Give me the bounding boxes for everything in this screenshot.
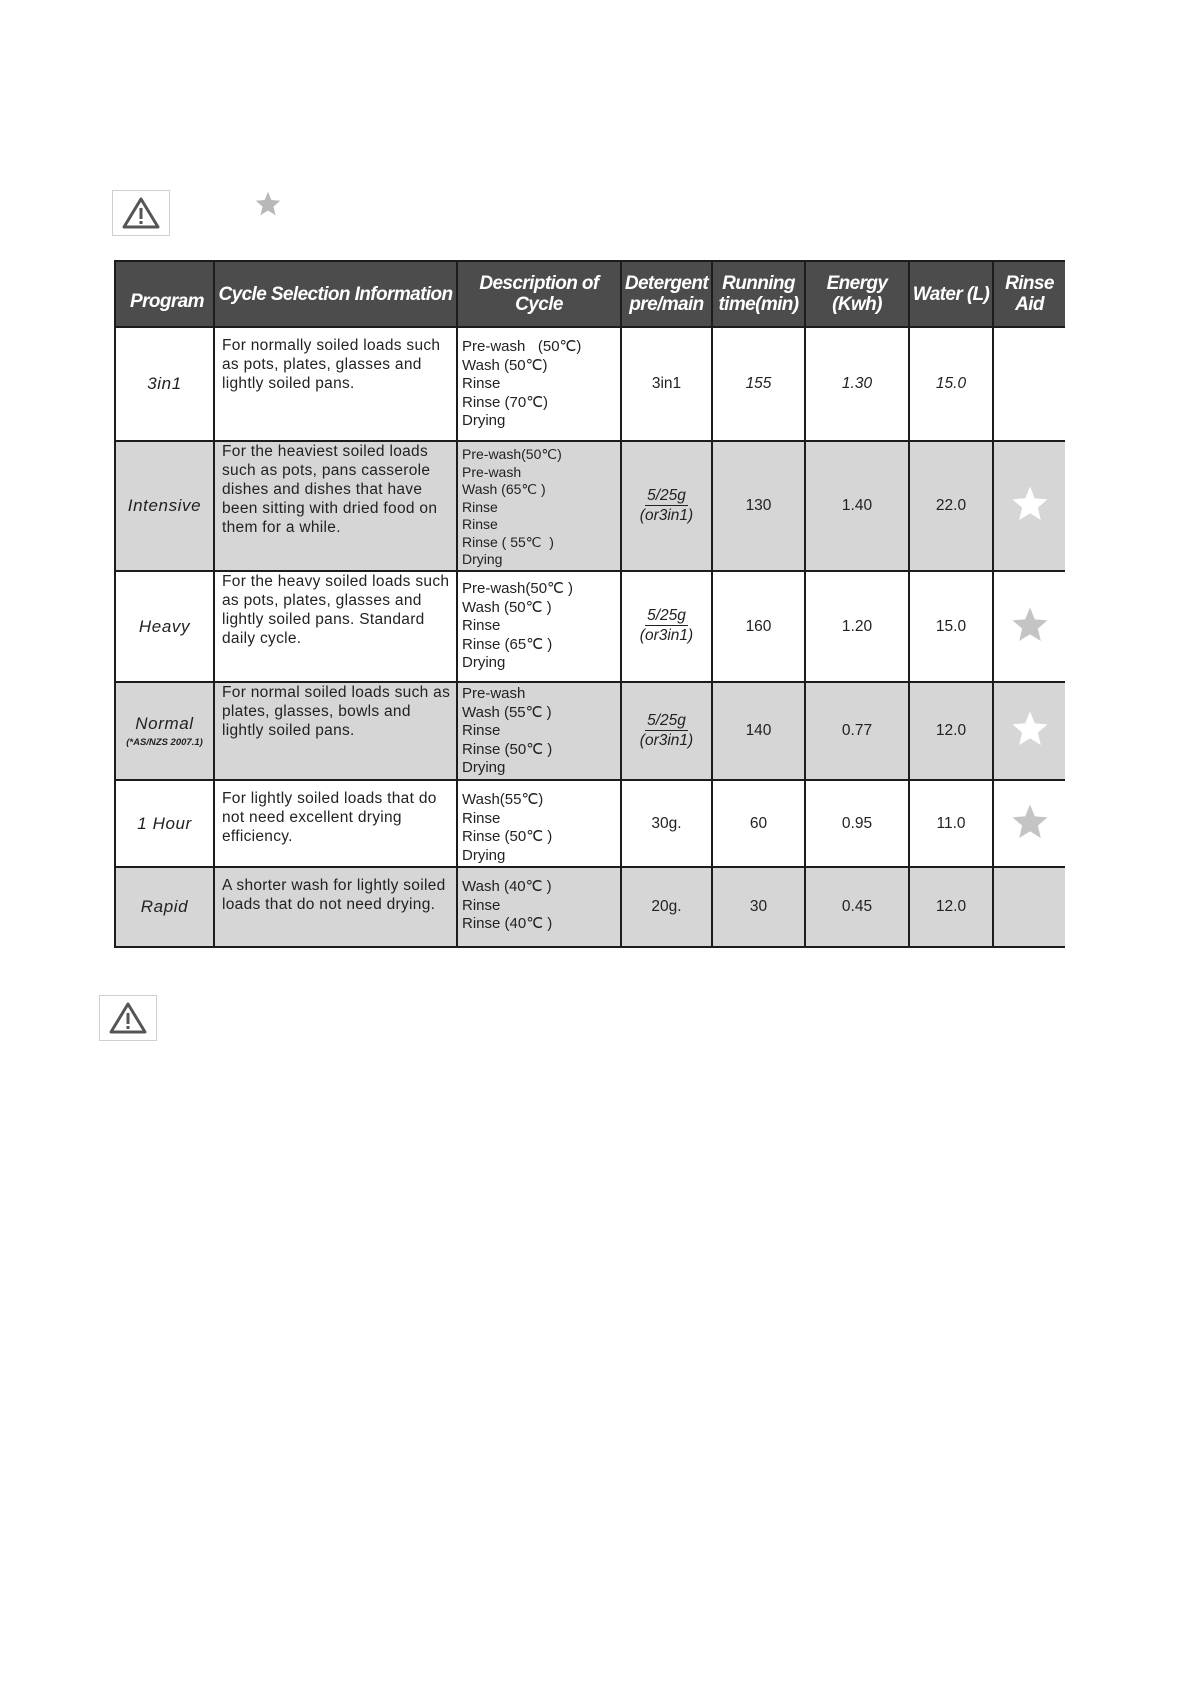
cycle-step: Wash(55℃)	[462, 791, 544, 808]
cycle-step: Drying	[462, 846, 506, 864]
program-name: Normal	[135, 714, 194, 733]
table-row	[115, 682, 1065, 780]
header-rinse-aid: Rinse Aid	[993, 261, 1065, 327]
detergent-cell	[621, 780, 712, 867]
water-cell	[909, 867, 993, 947]
cycle-description-cell	[457, 682, 621, 780]
cycle-step: Drying	[462, 654, 506, 671]
detergent-cell	[621, 327, 712, 441]
table-row	[115, 780, 1065, 867]
header-energy: Energy (Kwh)	[805, 261, 909, 327]
cycle-info-cell	[214, 571, 457, 682]
star-icon	[1010, 484, 1050, 524]
cycle-description-cell	[457, 780, 621, 867]
water-value: 22.0	[935, 497, 967, 514]
cycle-info-text: For the heavy soiled loads such as pots, plates, glasses and lightly soiled pans. Standard daily cycle.	[222, 573, 450, 647]
program-name-cell	[115, 682, 214, 780]
program-name-cell	[115, 327, 214, 441]
water-cell	[909, 780, 993, 867]
program-name-cell	[115, 571, 214, 682]
cycle-step: Rinse	[462, 809, 501, 827]
warning-triangle-icon	[121, 196, 161, 230]
detergent-alternative: (or3in1)	[639, 627, 694, 644]
cycle-info-cell	[214, 867, 457, 947]
water-cell	[909, 441, 993, 571]
header-water: Water (L)	[909, 261, 993, 327]
cycle-step: Rinse (50℃ )	[462, 740, 553, 758]
cycle-description-cell	[457, 571, 621, 682]
cycle-step: Pre-wash(50℃ )	[462, 580, 574, 597]
detergent-cell	[621, 441, 712, 571]
program-name: 3in1	[147, 374, 182, 393]
rinse-aid-cell	[993, 441, 1065, 571]
energy-value: 1.30	[841, 375, 873, 392]
water-cell	[909, 682, 993, 780]
cycle-step: Drying	[462, 551, 503, 567]
energy-value: 0.95	[841, 814, 873, 832]
rinse-aid-cell	[993, 682, 1065, 780]
rinse-aid-cell	[993, 780, 1065, 867]
cycle-step: Rinse (40℃ )	[462, 915, 553, 932]
energy-cell	[805, 327, 909, 441]
cycle-step: Rinse (50℃ )	[462, 828, 553, 845]
program-name: 1 Hour	[137, 813, 192, 833]
cycle-info-cell	[214, 327, 457, 441]
running-time-value: 140	[745, 722, 772, 739]
cycle-info-text: For lightly soiled loads that do not need excellent drying efficiency.	[222, 790, 437, 845]
energy-value: 0.77	[841, 722, 873, 739]
cycle-step: Drying	[462, 412, 506, 429]
header-detergent: Detergent pre/main	[621, 261, 712, 327]
header-program: Program	[115, 261, 214, 327]
detergent-amount: 5/25g	[647, 486, 686, 504]
cycle-step: Wash (65℃ )	[462, 481, 546, 497]
warning-triangle-icon	[108, 1001, 148, 1035]
cycle-step: Rinse	[462, 375, 501, 392]
cycle-step: Pre-wash	[462, 685, 526, 702]
cycle-info-cell	[214, 441, 457, 571]
program-name: Rapid	[140, 897, 189, 916]
water-cell	[909, 327, 993, 441]
cycle-step: Pre-wash	[462, 463, 522, 480]
running-time-value: 155	[745, 375, 772, 392]
water-cell	[909, 571, 993, 682]
star-icon	[1010, 709, 1050, 749]
program-table	[114, 260, 1065, 948]
cycle-step: Rinse	[462, 516, 498, 532]
cycle-step: Wash (50℃)	[462, 356, 548, 374]
detergent-cell	[621, 682, 712, 780]
energy-cell	[805, 682, 909, 780]
running-time-cell	[712, 682, 805, 780]
legend-star-icon	[253, 190, 283, 218]
water-value: 12.0	[935, 722, 967, 739]
table-row	[115, 867, 1065, 947]
header-description: Description of Cycle	[457, 261, 621, 327]
table-row	[115, 571, 1065, 682]
detergent-cell	[621, 571, 712, 682]
program-name: Intensive	[127, 496, 202, 515]
cycle-step: Rinse	[462, 722, 501, 739]
cycle-step: Rinse	[462, 896, 501, 914]
program-name-cell	[115, 867, 214, 947]
running-time-cell	[712, 571, 805, 682]
detergent-amount: 5/25g	[647, 607, 686, 624]
star-icon	[1010, 605, 1050, 645]
cycle-description-cell	[457, 867, 621, 947]
detergent-amount: 30g.	[651, 814, 682, 832]
cycle-info-cell	[214, 780, 457, 867]
cycle-step: Pre-wash(50℃)	[462, 446, 562, 462]
detergent-amount: 20g.	[651, 898, 682, 915]
running-time-cell	[712, 327, 805, 441]
running-time-value: 60	[749, 814, 768, 832]
energy-cell	[805, 571, 909, 682]
water-value: 12.0	[935, 898, 967, 915]
warning-box-top	[112, 190, 170, 236]
cycle-step: Rinse ( 55℃ )	[462, 533, 554, 550]
running-time-cell	[712, 441, 805, 571]
running-time-cell	[712, 867, 805, 947]
cycle-step: Rinse	[462, 498, 498, 515]
header-running-time: Running time(min)	[712, 261, 805, 327]
energy-value: 0.45	[841, 898, 873, 915]
cycle-info-text: For the heaviest soiled loads such as pots, pans casserole dishes and dishes that have been sitting with dried food on them for a while.	[222, 443, 438, 536]
water-value: 15.0	[935, 617, 967, 635]
energy-value: 1.40	[841, 497, 873, 514]
energy-cell	[805, 780, 909, 867]
cycle-step: Drying	[462, 759, 506, 776]
program-note: (*AS/NZS 2007.1)	[126, 737, 203, 748]
program-name: Heavy	[138, 616, 191, 636]
cycle-info-text: A shorter wash for lightly soiled loads that do not need drying.	[222, 877, 446, 913]
running-time-value: 160	[745, 617, 772, 635]
cycle-step: Rinse (70℃)	[462, 393, 549, 411]
cycle-description-cell	[457, 441, 621, 571]
energy-value: 1.20	[841, 617, 873, 635]
running-time-value: 130	[745, 497, 772, 514]
table-header-row	[115, 261, 1065, 327]
water-value: 15.0	[935, 375, 967, 392]
cycle-info-text: For normal soiled loads such as plates, glasses, bowls and lightly soiled pans.	[222, 684, 451, 739]
energy-cell	[805, 867, 909, 947]
energy-cell	[805, 441, 909, 571]
cycle-step: Wash (50℃ )	[462, 598, 552, 616]
detergent-alternative: (or3in1)	[639, 731, 694, 749]
detergent-alternative: (or3in1)	[639, 506, 694, 524]
running-time-value: 30	[749, 898, 768, 915]
header-cycle-info: Cycle Selection Information	[214, 261, 457, 327]
running-time-cell	[712, 780, 805, 867]
rinse-aid-cell	[993, 327, 1065, 441]
cycle-step: Rinse	[462, 617, 501, 634]
cycle-info-cell	[214, 682, 457, 780]
cycle-step: Wash (55℃ )	[462, 703, 552, 721]
cycle-step: Wash (40℃ )	[462, 878, 552, 895]
water-value: 11.0	[936, 814, 966, 832]
program-name-cell	[115, 441, 214, 571]
rinse-aid-cell	[993, 571, 1065, 682]
detergent-cell	[621, 867, 712, 947]
cycle-description-cell	[457, 327, 621, 441]
program-name-cell	[115, 780, 214, 867]
table-row	[115, 327, 1065, 441]
cycle-info-text: For normally soiled loads such as pots, plates, glasses and lightly soiled pans.	[222, 337, 441, 392]
cycle-step: Pre-wash (50℃)	[462, 338, 582, 355]
star-icon	[1010, 802, 1050, 842]
table-body	[115, 327, 1065, 947]
detergent-amount: 3in1	[651, 375, 682, 392]
table-row	[115, 441, 1065, 571]
rinse-aid-cell	[993, 867, 1065, 947]
warning-box-bottom	[99, 995, 157, 1041]
detergent-amount: 5/25g	[647, 711, 686, 729]
cycle-step: Rinse (65℃ )	[462, 635, 553, 653]
